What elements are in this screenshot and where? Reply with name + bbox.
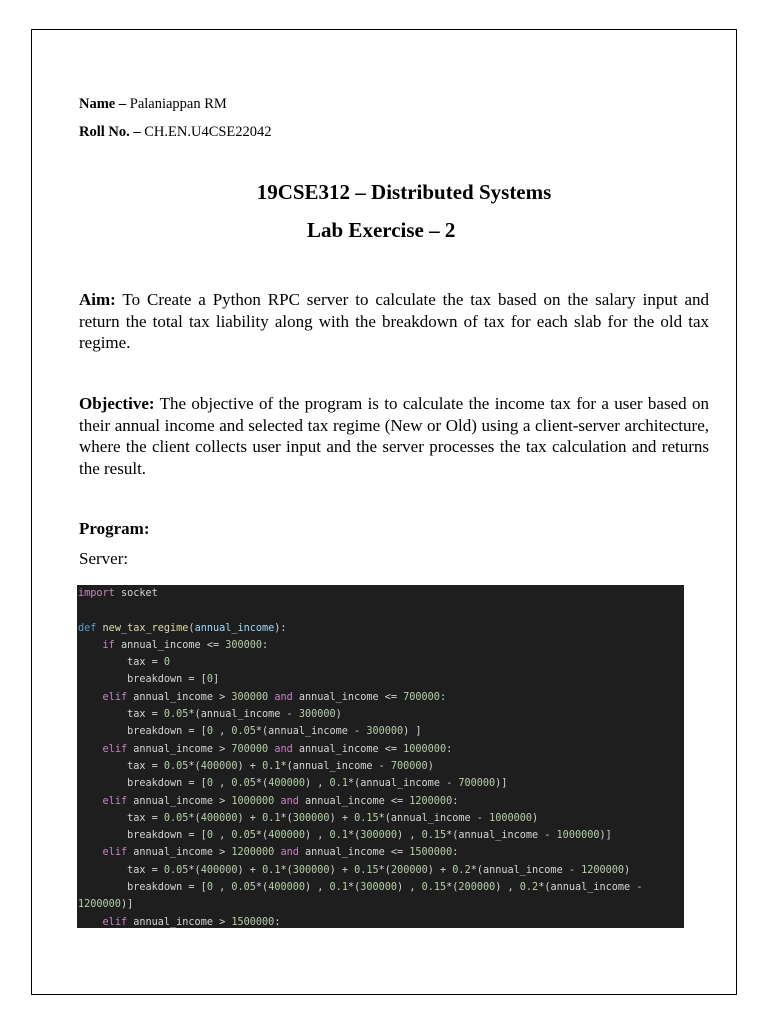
code-line: tax = 0.05*(annual_income - 300000): [78, 709, 342, 721]
code-line: tax = 0.05*(400000) + 0.1*(annual_income - 700000): [78, 760, 434, 772]
code-line: elif annual_income > 1200000 and annual_income <= 1500000:: [102, 847, 459, 859]
code-line: breakdown = [0 , 0.05*(annual_income - 300000) ]: [78, 726, 422, 738]
code-block: [77, 585, 684, 928]
name-value: Palaniappan RM: [126, 96, 227, 112]
code-line: tax = 0: [78, 657, 171, 669]
objective-label: Objective:: [79, 394, 155, 413]
code-line: def new_tax_regime(annual_income):: [78, 622, 287, 634]
aim-text: To Create a Python RPC server to calculate the tax based on the salary input and return the total tax liability along with the breakdown of tax for each slab for the old tax regime.: [79, 290, 709, 352]
lab-title: Lab Exercise – 2: [307, 218, 456, 242]
code-line: import socket: [78, 588, 158, 599]
code-line: if annual_income <= 300000:: [102, 639, 269, 651]
code-line: tax = 0.05*(400000) + 0.1*(300000) + 0.15*(annual_income - 1000000): [78, 812, 539, 824]
code-line: breakdown = [0]: [78, 674, 220, 686]
roll-label: Roll No. –: [79, 124, 141, 140]
code-line: elif annual_income > 700000 and annual_income <= 1000000:: [102, 743, 453, 755]
roll-value: CH.EN.U4CSE22042: [140, 124, 272, 140]
objective-text: The objective of the program is to calculate the income tax for a user based on their annual income and selected tax regime (New or Old) using a client-server architecture, where the client collects user input and the server processes the tax calculation and returns the result.: [79, 394, 709, 478]
code-line: elif annual_income > 1000000 and annual_income <= 1200000:: [102, 795, 459, 807]
roll-number: [79, 124, 272, 141]
code-line: elif annual_income > 300000 and annual_income <= 700000:: [102, 691, 447, 703]
aim-label: Aim:: [79, 290, 116, 309]
code-line: breakdown = [0 , 0.05*(400000) , 0.1*(annual_income - 700000)]: [78, 778, 508, 790]
course-title: 19CSE312 – Distributed Systems: [256, 180, 552, 204]
aim-paragraph: [79, 289, 709, 354]
name-label: Name –: [79, 96, 127, 112]
code-line: elif annual_income > 1500000:: [102, 916, 281, 928]
code-line: breakdown = [0 , 0.05*(400000) , 0.1*(300000) , 0.15*(200000) , 0.2*(annual_income -: [78, 882, 643, 894]
code-line: [78, 602, 684, 619]
program-heading: Program:: [79, 519, 150, 538]
server-label: Server:: [79, 549, 129, 568]
code-line: tax = 0.05*(400000) + 0.1*(300000) + 0.15*(200000) + 0.2*(annual_income - 1200000): [78, 864, 631, 876]
code-line: breakdown = [0 , 0.05*(400000) , 0.1*(300000) , 0.15*(annual_income - 1000000)]: [78, 830, 612, 842]
student-name: [79, 96, 227, 113]
code-line: 1200000)]: [78, 899, 134, 911]
objective-paragraph: [79, 393, 709, 479]
